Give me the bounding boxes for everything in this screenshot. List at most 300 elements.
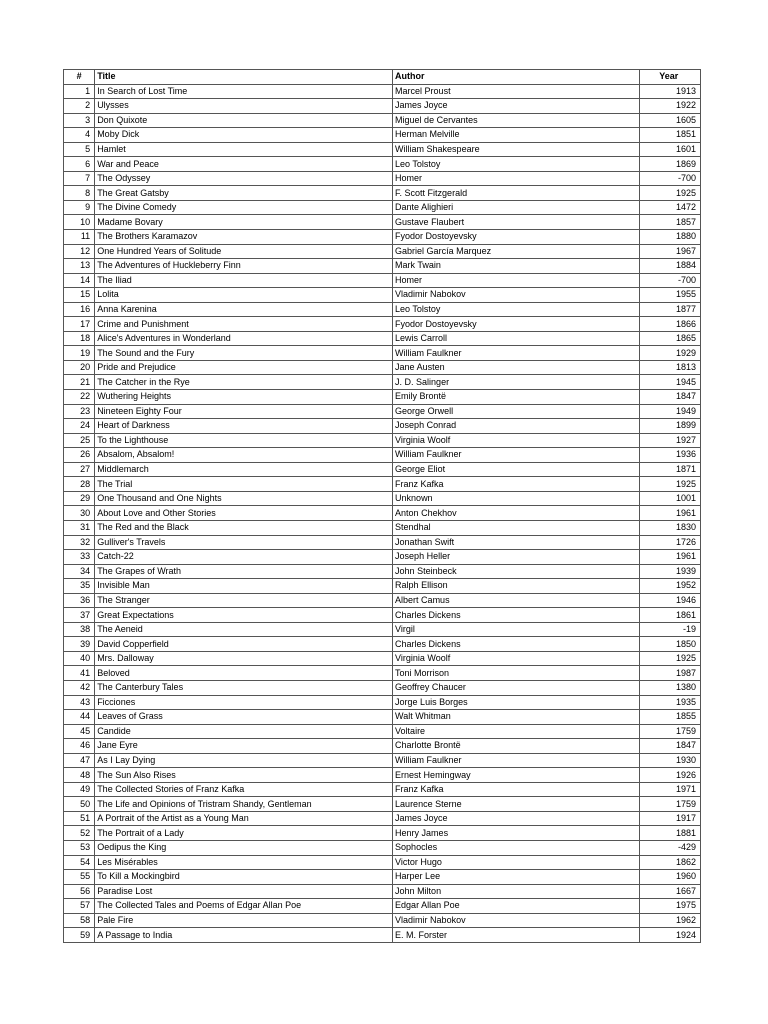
book-author: Gabriel García Marquez	[393, 244, 640, 259]
table-row	[64, 186, 701, 201]
book-year: 1861	[639, 608, 700, 623]
row-number: 55	[64, 870, 95, 885]
book-title: The Aeneid	[95, 622, 393, 637]
book-author: Victor Hugo	[393, 855, 640, 870]
book-title: The Adventures of Huckleberry Finn	[95, 259, 393, 274]
row-number: 14	[64, 273, 95, 288]
book-year: 1472	[639, 200, 700, 215]
header-row	[64, 70, 701, 85]
book-title: Moby Dick	[95, 128, 393, 143]
books-table	[63, 69, 701, 943]
book-author: Homer	[393, 171, 640, 186]
row-number: 59	[64, 928, 95, 943]
header-number: #	[64, 70, 95, 85]
row-number: 24	[64, 419, 95, 434]
book-title: The Life and Opinions of Tristram Shandy, Gentleman	[95, 797, 393, 812]
book-year: 1971	[639, 782, 700, 797]
row-number: 37	[64, 608, 95, 623]
book-title: Pale Fire	[95, 913, 393, 928]
row-number: 40	[64, 651, 95, 666]
row-number: 10	[64, 215, 95, 230]
table-row	[64, 230, 701, 245]
row-number: 22	[64, 390, 95, 405]
book-year: 1899	[639, 419, 700, 434]
table-row	[64, 84, 701, 99]
book-title: Madame Bovary	[95, 215, 393, 230]
table-row	[64, 666, 701, 681]
book-author: Fyodor Dostoyevsky	[393, 317, 640, 332]
table-row	[64, 142, 701, 157]
row-number: 29	[64, 491, 95, 506]
book-author: Jorge Luis Borges	[393, 695, 640, 710]
book-year: 1949	[639, 404, 700, 419]
row-number: 39	[64, 637, 95, 652]
book-title: Oedipus the King	[95, 840, 393, 855]
row-number: 36	[64, 593, 95, 608]
book-year: 1001	[639, 491, 700, 506]
book-author: Albert Camus	[393, 593, 640, 608]
row-number: 9	[64, 200, 95, 215]
book-author: William Faulkner	[393, 448, 640, 463]
table-row	[64, 768, 701, 783]
book-author: William Faulkner	[393, 346, 640, 361]
table-row	[64, 433, 701, 448]
book-year: 1759	[639, 797, 700, 812]
book-author: J. D. Salinger	[393, 375, 640, 390]
row-number: 18	[64, 331, 95, 346]
table-row	[64, 899, 701, 914]
book-author: George Orwell	[393, 404, 640, 419]
book-title: One Thousand and One Nights	[95, 491, 393, 506]
book-year: 1975	[639, 899, 700, 914]
row-number: 6	[64, 157, 95, 172]
row-number: 31	[64, 520, 95, 535]
book-title: About Love and Other Stories	[95, 506, 393, 521]
header-author: Author	[393, 70, 640, 85]
book-year: 1967	[639, 244, 700, 259]
book-title: Pride and Prejudice	[95, 360, 393, 375]
table-row	[64, 826, 701, 841]
book-year: 1380	[639, 680, 700, 695]
table-row	[64, 157, 701, 172]
book-title: Absalom, Absalom!	[95, 448, 393, 463]
row-number: 58	[64, 913, 95, 928]
book-title: The Collected Stories of Franz Kafka	[95, 782, 393, 797]
book-author: George Eliot	[393, 462, 640, 477]
row-number: 25	[64, 433, 95, 448]
row-number: 3	[64, 113, 95, 128]
table-row	[64, 302, 701, 317]
book-title: The Great Gatsby	[95, 186, 393, 201]
book-year: 1962	[639, 913, 700, 928]
table-row	[64, 113, 701, 128]
book-title: As I Lay Dying	[95, 753, 393, 768]
row-number: 54	[64, 855, 95, 870]
book-title: War and Peace	[95, 157, 393, 172]
book-title: Crime and Punishment	[95, 317, 393, 332]
book-author: James Joyce	[393, 99, 640, 114]
table-row	[64, 913, 701, 928]
table-row	[64, 288, 701, 303]
table-row	[64, 200, 701, 215]
book-year: 1945	[639, 375, 700, 390]
book-year: 1924	[639, 928, 700, 943]
table-row	[64, 695, 701, 710]
book-author: William Faulkner	[393, 753, 640, 768]
book-year: 1869	[639, 157, 700, 172]
book-author: John Steinbeck	[393, 564, 640, 579]
book-year: 1987	[639, 666, 700, 681]
book-year: 1935	[639, 695, 700, 710]
book-author: William Shakespeare	[393, 142, 640, 157]
book-title: Ulysses	[95, 99, 393, 114]
book-title: In Search of Lost Time	[95, 84, 393, 99]
book-title: The Sound and the Fury	[95, 346, 393, 361]
book-author: Leo Tolstoy	[393, 302, 640, 317]
book-title: The Catcher in the Rye	[95, 375, 393, 390]
book-author: F. Scott Fitzgerald	[393, 186, 640, 201]
table-row	[64, 375, 701, 390]
book-author: Charles Dickens	[393, 637, 640, 652]
row-number: 12	[64, 244, 95, 259]
book-author: Unknown	[393, 491, 640, 506]
book-year: 1936	[639, 448, 700, 463]
book-title: The Stranger	[95, 593, 393, 608]
row-number: 46	[64, 739, 95, 754]
book-title: The Trial	[95, 477, 393, 492]
book-year: -700	[639, 171, 700, 186]
row-number: 5	[64, 142, 95, 157]
row-number: 51	[64, 811, 95, 826]
book-author: Homer	[393, 273, 640, 288]
row-number: 34	[64, 564, 95, 579]
row-number: 52	[64, 826, 95, 841]
table-row	[64, 390, 701, 405]
book-year: 1866	[639, 317, 700, 332]
book-author: E. M. Forster	[393, 928, 640, 943]
table-row	[64, 535, 701, 550]
book-year: 1851	[639, 128, 700, 143]
book-title: The Grapes of Wrath	[95, 564, 393, 579]
book-title: The Iliad	[95, 273, 393, 288]
book-year: 1961	[639, 550, 700, 565]
book-year: 1880	[639, 230, 700, 245]
book-year: 1926	[639, 768, 700, 783]
book-author: Franz Kafka	[393, 477, 640, 492]
table-row	[64, 564, 701, 579]
table-row	[64, 99, 701, 114]
table-row	[64, 128, 701, 143]
table-row	[64, 579, 701, 594]
book-author: Sophocles	[393, 840, 640, 855]
book-year: 1939	[639, 564, 700, 579]
book-year: 1929	[639, 346, 700, 361]
row-number: 11	[64, 230, 95, 245]
book-title: Middlemarch	[95, 462, 393, 477]
book-title: A Passage to India	[95, 928, 393, 943]
table-row	[64, 680, 701, 695]
book-title: Wuthering Heights	[95, 390, 393, 405]
book-title: Nineteen Eighty Four	[95, 404, 393, 419]
table-row	[64, 215, 701, 230]
row-number: 53	[64, 840, 95, 855]
book-author: Fyodor Dostoyevsky	[393, 230, 640, 245]
book-year: 1855	[639, 710, 700, 725]
row-number: 47	[64, 753, 95, 768]
book-year: 1922	[639, 99, 700, 114]
row-number: 19	[64, 346, 95, 361]
book-year: 1850	[639, 637, 700, 652]
book-year: 1605	[639, 113, 700, 128]
book-year: 1925	[639, 651, 700, 666]
book-author: Mark Twain	[393, 259, 640, 274]
row-number: 8	[64, 186, 95, 201]
book-author: Franz Kafka	[393, 782, 640, 797]
book-title: Paradise Lost	[95, 884, 393, 899]
book-author: Charlotte Brontë	[393, 739, 640, 754]
table-row	[64, 710, 701, 725]
book-title: Les Misérables	[95, 855, 393, 870]
table-row	[64, 797, 701, 812]
book-author: John Milton	[393, 884, 640, 899]
book-author: Marcel Proust	[393, 84, 640, 99]
header-year: Year	[639, 70, 700, 85]
book-year: 1960	[639, 870, 700, 885]
table-row	[64, 928, 701, 943]
book-author: Lewis Carroll	[393, 331, 640, 346]
book-author: Leo Tolstoy	[393, 157, 640, 172]
book-author: Laurence Sterne	[393, 797, 640, 812]
book-title: The Brothers Karamazov	[95, 230, 393, 245]
table-row	[64, 739, 701, 754]
book-author: Stendhal	[393, 520, 640, 535]
table-row	[64, 506, 701, 521]
book-year: 1961	[639, 506, 700, 521]
book-author: Voltaire	[393, 724, 640, 739]
book-title: The Divine Comedy	[95, 200, 393, 215]
row-number: 23	[64, 404, 95, 419]
book-title: Jane Eyre	[95, 739, 393, 754]
row-number: 17	[64, 317, 95, 332]
book-author: Ernest Hemingway	[393, 768, 640, 783]
book-year: 1726	[639, 535, 700, 550]
table-row	[64, 520, 701, 535]
table-row	[64, 273, 701, 288]
book-author: Vladimir Nabokov	[393, 913, 640, 928]
book-author: Joseph Conrad	[393, 419, 640, 434]
book-author: Herman Melville	[393, 128, 640, 143]
book-title: The Portrait of a Lady	[95, 826, 393, 841]
table-row	[64, 884, 701, 899]
table-row	[64, 448, 701, 463]
book-year: 1847	[639, 739, 700, 754]
row-number: 7	[64, 171, 95, 186]
book-author: Geoffrey Chaucer	[393, 680, 640, 695]
book-title: Mrs. Dalloway	[95, 651, 393, 666]
table-row	[64, 171, 701, 186]
book-title: Anna Karenina	[95, 302, 393, 317]
row-number: 21	[64, 375, 95, 390]
book-year: 1667	[639, 884, 700, 899]
book-author: Walt Whitman	[393, 710, 640, 725]
book-title: David Copperfield	[95, 637, 393, 652]
book-author: Anton Chekhov	[393, 506, 640, 521]
row-number: 33	[64, 550, 95, 565]
book-title: Alice's Adventures in Wonderland	[95, 331, 393, 346]
row-number: 16	[64, 302, 95, 317]
book-title: Candide	[95, 724, 393, 739]
row-number: 32	[64, 535, 95, 550]
book-year: 1813	[639, 360, 700, 375]
table-row	[64, 244, 701, 259]
book-year: -700	[639, 273, 700, 288]
book-title: Ficciones	[95, 695, 393, 710]
book-title: To the Lighthouse	[95, 433, 393, 448]
book-title: The Sun Also Rises	[95, 768, 393, 783]
table-row	[64, 855, 701, 870]
book-year: 1952	[639, 579, 700, 594]
book-year: 1871	[639, 462, 700, 477]
table-row	[64, 608, 701, 623]
book-author: Virgil	[393, 622, 640, 637]
table-row	[64, 593, 701, 608]
table-row	[64, 753, 701, 768]
table-row	[64, 870, 701, 885]
book-title: Great Expectations	[95, 608, 393, 623]
book-year: 1955	[639, 288, 700, 303]
book-author: Dante Alighieri	[393, 200, 640, 215]
table-row	[64, 651, 701, 666]
book-title: Lolita	[95, 288, 393, 303]
book-year: -19	[639, 622, 700, 637]
row-number: 28	[64, 477, 95, 492]
table-row	[64, 811, 701, 826]
book-year: 1917	[639, 811, 700, 826]
book-author: Vladimir Nabokov	[393, 288, 640, 303]
book-title: Heart of Darkness	[95, 419, 393, 434]
row-number: 45	[64, 724, 95, 739]
book-author: Joseph Heller	[393, 550, 640, 565]
book-year: 1601	[639, 142, 700, 157]
book-year: 1865	[639, 331, 700, 346]
book-title: The Canterbury Tales	[95, 680, 393, 695]
book-author: Toni Morrison	[393, 666, 640, 681]
book-author: Henry James	[393, 826, 640, 841]
table-row	[64, 462, 701, 477]
table-row	[64, 477, 701, 492]
book-year: 1881	[639, 826, 700, 841]
table-row	[64, 622, 701, 637]
row-number: 4	[64, 128, 95, 143]
row-number: 15	[64, 288, 95, 303]
book-title: The Odyssey	[95, 171, 393, 186]
book-author: Edgar Allan Poe	[393, 899, 640, 914]
book-title: Invisible Man	[95, 579, 393, 594]
row-number: 1	[64, 84, 95, 99]
table-row	[64, 782, 701, 797]
book-title: One Hundred Years of Solitude	[95, 244, 393, 259]
book-title: The Collected Tales and Poems of Edgar Allan Poe	[95, 899, 393, 914]
row-number: 48	[64, 768, 95, 783]
book-title: A Portrait of the Artist as a Young Man	[95, 811, 393, 826]
table-row	[64, 724, 701, 739]
book-year: 1759	[639, 724, 700, 739]
table-row	[64, 360, 701, 375]
table-row	[64, 259, 701, 274]
book-author: Charles Dickens	[393, 608, 640, 623]
book-author: James Joyce	[393, 811, 640, 826]
book-year: 1925	[639, 477, 700, 492]
book-year: 1925	[639, 186, 700, 201]
row-number: 44	[64, 710, 95, 725]
row-number: 38	[64, 622, 95, 637]
book-title: Catch-22	[95, 550, 393, 565]
row-number: 30	[64, 506, 95, 521]
book-title: Gulliver's Travels	[95, 535, 393, 550]
book-year: -429	[639, 840, 700, 855]
book-author: Harper Lee	[393, 870, 640, 885]
book-title: Leaves of Grass	[95, 710, 393, 725]
book-year: 1847	[639, 390, 700, 405]
book-year: 1930	[639, 753, 700, 768]
table-row	[64, 419, 701, 434]
header-title: Title	[95, 70, 393, 85]
book-author: Ralph Ellison	[393, 579, 640, 594]
row-number: 43	[64, 695, 95, 710]
table-row	[64, 637, 701, 652]
table-row	[64, 317, 701, 332]
row-number: 20	[64, 360, 95, 375]
book-year: 1913	[639, 84, 700, 99]
table-row	[64, 331, 701, 346]
book-author: Emily Brontë	[393, 390, 640, 405]
book-title: Don Quixote	[95, 113, 393, 128]
book-author: Virginia Woolf	[393, 651, 640, 666]
book-year: 1946	[639, 593, 700, 608]
row-number: 49	[64, 782, 95, 797]
row-number: 57	[64, 899, 95, 914]
book-year: 1877	[639, 302, 700, 317]
table-row	[64, 550, 701, 565]
row-number: 41	[64, 666, 95, 681]
book-author: Jonathan Swift	[393, 535, 640, 550]
book-year: 1927	[639, 433, 700, 448]
book-author: Miguel de Cervantes	[393, 113, 640, 128]
book-title: The Red and the Black	[95, 520, 393, 535]
book-year: 1884	[639, 259, 700, 274]
row-number: 2	[64, 99, 95, 114]
book-title: Hamlet	[95, 142, 393, 157]
row-number: 50	[64, 797, 95, 812]
row-number: 27	[64, 462, 95, 477]
book-year: 1857	[639, 215, 700, 230]
book-author: Virginia Woolf	[393, 433, 640, 448]
book-title: To Kill a Mockingbird	[95, 870, 393, 885]
table-row	[64, 404, 701, 419]
row-number: 13	[64, 259, 95, 274]
row-number: 35	[64, 579, 95, 594]
book-author: Jane Austen	[393, 360, 640, 375]
table-row	[64, 346, 701, 361]
table-row	[64, 840, 701, 855]
row-number: 26	[64, 448, 95, 463]
book-year: 1862	[639, 855, 700, 870]
book-author: Gustave Flaubert	[393, 215, 640, 230]
book-title: Beloved	[95, 666, 393, 681]
book-year: 1830	[639, 520, 700, 535]
row-number: 42	[64, 680, 95, 695]
table-row	[64, 491, 701, 506]
